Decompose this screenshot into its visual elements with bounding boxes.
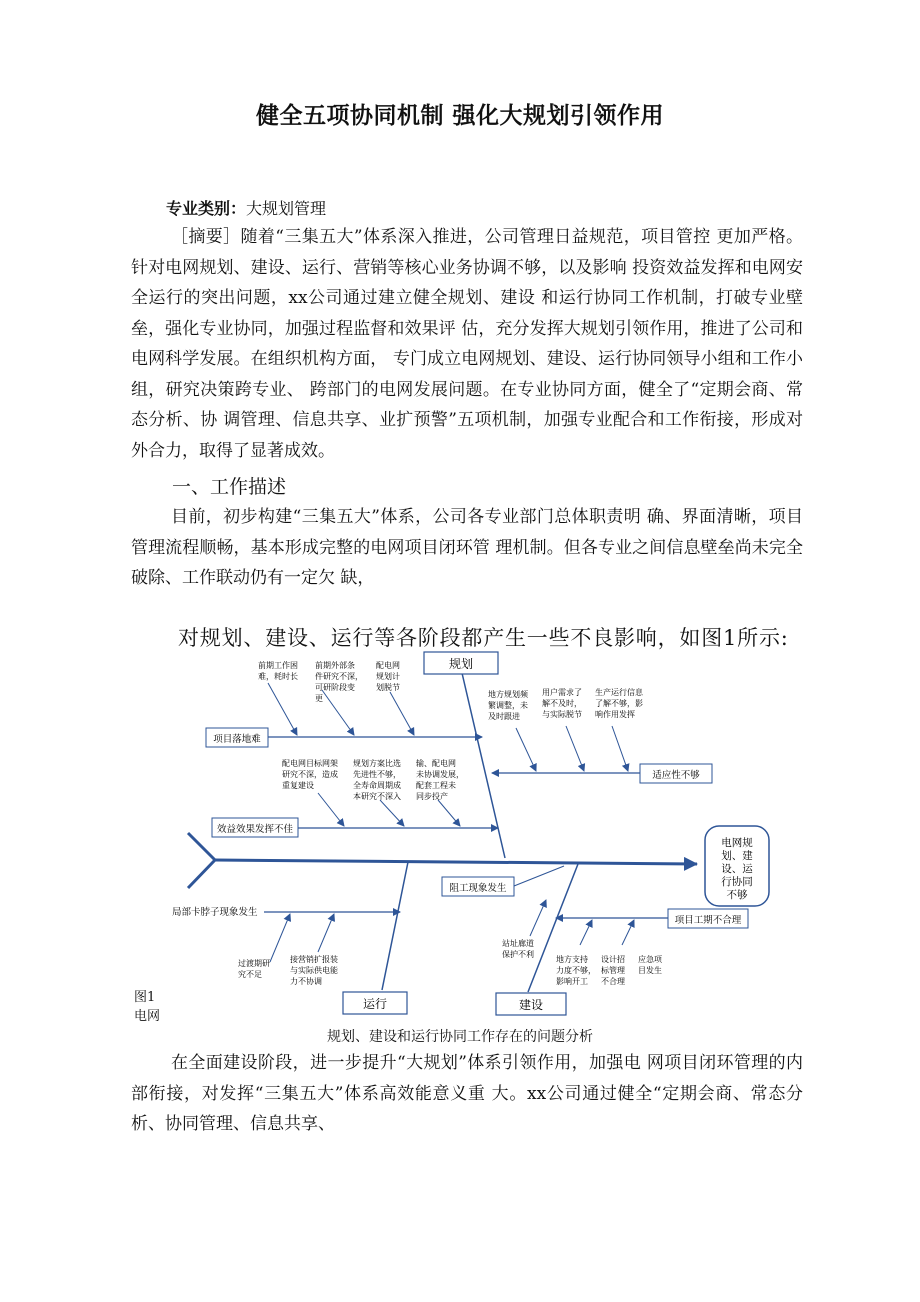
svg-text:不合理: 不合理 — [601, 977, 625, 986]
svg-text:了解不够，影: 了解不够，影 — [595, 699, 643, 708]
head-line: 设、运 — [721, 863, 753, 875]
svg-text:配电网目标网架: 配电网目标网架 — [282, 759, 338, 768]
note-prod-info — [595, 687, 644, 719]
svg-text:效益效果发挥不佳: 效益效果发挥不佳 — [216, 824, 294, 835]
note-design — [601, 954, 625, 986]
svg-text:难，耗时长: 难，耗时长 — [258, 672, 298, 681]
branch-benefit — [212, 818, 298, 837]
note-marketing — [290, 954, 338, 986]
box-plan — [424, 652, 498, 674]
svg-text:件研究不深，: 件研究不深， — [315, 672, 363, 681]
note-early-outside — [315, 660, 363, 703]
svg-text:接营销扩报装: 接营销扩报装 — [290, 955, 338, 964]
head-line: 划、建 — [721, 850, 753, 862]
section1-paragraph: 目前，初步构建“三集五大”体系，公司各专业部门总体职责明 确、界面清晰，项目管理流程顺畅，基本形成完整的电网项目闭环管 理机制。但各专业之间信息壁垒尚未完全破除、工作联动仍有一定欠 缺， — [131, 507, 803, 588]
svg-text:地方支持: 地方支持 — [556, 955, 588, 964]
svg-text:同步投产: 同步投产 — [416, 792, 448, 801]
section2-paragraph: 在全面建设阶段，进一步提升“大规划”体系引领作用，加强电 网项目闭环管理的内部衔接，对发挥“三集五大”体系高效能意义重 大。xx公司通过健全“定期会商、常态分析、协同管理、信息共享、 — [131, 1053, 803, 1134]
svg-text:阻工现象发生: 阻工现象发生 — [449, 883, 507, 894]
note-site — [502, 938, 534, 959]
svg-text:与实际脱节: 与实际脱节 — [542, 710, 582, 719]
box-build — [496, 993, 566, 1015]
svg-text:标管理: 标管理 — [601, 966, 625, 975]
svg-text:输、配电网: 输、配电网 — [416, 759, 456, 768]
bone-run — [382, 862, 408, 990]
svg-text:繁调整，未: 繁调整，未 — [488, 701, 528, 710]
figure-caption: 规划、建设和运行协同工作存在的问题分析 — [327, 1029, 593, 1045]
branch-local-stuck — [172, 906, 258, 918]
abstract-paragraph: ［摘要］随着“三集五大”体系深入推进，公司管理日益规范，项目管控 更加严格。针对电网规划、建设、运行、营销等核心业务协调不够，以及影响 投资效益发挥和电网安全运行的突出问题，xx公司通过建立健全规划、建设 和运行协同工作机制，打破专业壁垒，强化专业协同，加强过程监督和效果评 估，充分发挥大规划引领作用，推进了公司和电网科学发展。在组织机构方面， 专门成立电网规划、建设、运行协同领导小组和工作小组，研究决策跨专业、 跨部门的电网发展问题。在专业协同方面，健全了“定期会商、常态分析、协 调管理、信息共享、业扩预警”五项机制，加强专业配合和工作衔接，形成对 外合力，取得了显著成效。 — [131, 227, 803, 461]
note-emergency — [638, 954, 663, 975]
svg-text:更: 更 — [315, 694, 323, 703]
svg-text:配电网: 配电网 — [376, 661, 400, 670]
note-local-support — [556, 954, 596, 986]
svg-text:运行: 运行 — [362, 997, 388, 1011]
category-value: 大规划管理 — [246, 199, 327, 218]
branch-block — [442, 877, 514, 896]
box-run — [343, 992, 407, 1014]
svg-text:全寿命周期成: 全寿命周期成 — [353, 781, 401, 790]
svg-text:地方规划频: 地方规划频 — [488, 690, 528, 699]
svg-text:力度不够，: 力度不够， — [556, 966, 596, 975]
section-heading-work-description: 一、工作描述 — [172, 476, 287, 498]
note-local-plan — [488, 689, 529, 721]
note-transition — [238, 958, 270, 979]
category-label: 专业类别： — [166, 199, 247, 218]
svg-text:应急项: 应急项 — [638, 955, 662, 964]
svg-text:解不及时，: 解不及时， — [542, 699, 582, 708]
head-line: 行协同 — [721, 876, 753, 888]
svg-text:影响开工: 影响开工 — [556, 977, 588, 986]
svg-text:局部卡脖子现象发生: 局部卡脖子现象发生 — [172, 907, 258, 918]
svg-text:划脱节: 划脱节 — [376, 683, 400, 692]
svg-text:生产运行信息: 生产运行信息 — [595, 688, 643, 697]
svg-text:前期工作困: 前期工作困 — [258, 661, 298, 670]
svg-text:项目落地难: 项目落地难 — [213, 734, 261, 745]
svg-text:站址廊道: 站址廊道 — [502, 939, 534, 948]
head-line: 不够 — [726, 889, 748, 901]
svg-text:目发生: 目发生 — [638, 966, 662, 975]
svg-text:过渡期研: 过渡期研 — [238, 959, 270, 968]
svg-text:设计招: 设计招 — [601, 955, 625, 964]
svg-text:配套工程未: 配套工程未 — [416, 781, 456, 790]
note-early-work — [258, 660, 298, 682]
svg-text:本研究不深入: 本研究不深入 — [353, 792, 401, 801]
svg-text:适应性不够: 适应性不够 — [652, 770, 700, 781]
note-scheme — [353, 758, 401, 801]
svg-text:规划: 规划 — [448, 657, 474, 671]
page-title: 健全五项协同机制 强化大规划引领作用 — [255, 103, 664, 129]
svg-text:究不足: 究不足 — [238, 970, 262, 979]
svg-text:前期外部条: 前期外部条 — [315, 661, 355, 670]
svg-text:研究不深，造成: 研究不深，造成 — [282, 770, 338, 779]
svg-text:力不协调: 力不协调 — [290, 977, 322, 986]
svg-text:可研阶段变: 可研阶段变 — [315, 683, 355, 692]
svg-text:项目工期不合理: 项目工期不合理 — [674, 915, 742, 926]
svg-text:用户需求了: 用户需求了 — [542, 688, 582, 697]
svg-text:先进性不够，: 先进性不够， — [353, 770, 401, 779]
section1-continued-line: 对规划、建设、运行等各阶段都产生一些不良影响，如图1所示: — [178, 626, 789, 650]
note-dist-plan — [376, 660, 400, 692]
svg-text:重复建设: 重复建设 — [282, 781, 314, 790]
head-line: 电网规 — [721, 837, 753, 849]
note-dist-target — [282, 758, 338, 790]
svg-text:规划计: 规划计 — [376, 672, 400, 681]
svg-text:与实际供电能: 与实际供电能 — [290, 966, 338, 975]
fishbone-head-box — [705, 826, 769, 906]
branch-schedule — [668, 909, 748, 928]
note-transmission — [416, 758, 464, 801]
svg-text:响作用发挥: 响作用发挥 — [595, 710, 635, 719]
svg-text:及时跟进: 及时跟进 — [488, 712, 520, 721]
figure-side-label: 图1 电网 — [134, 990, 161, 1024]
branch-project-land — [206, 728, 268, 747]
note-user-demand — [542, 687, 582, 719]
svg-text:保护不利: 保护不利 — [502, 950, 534, 959]
svg-text:建设: 建设 — [518, 998, 544, 1012]
svg-text:未协调发展，: 未协调发展， — [416, 770, 464, 779]
branch-adapt — [640, 764, 712, 783]
svg-text:规划方案比选: 规划方案比选 — [353, 759, 401, 768]
